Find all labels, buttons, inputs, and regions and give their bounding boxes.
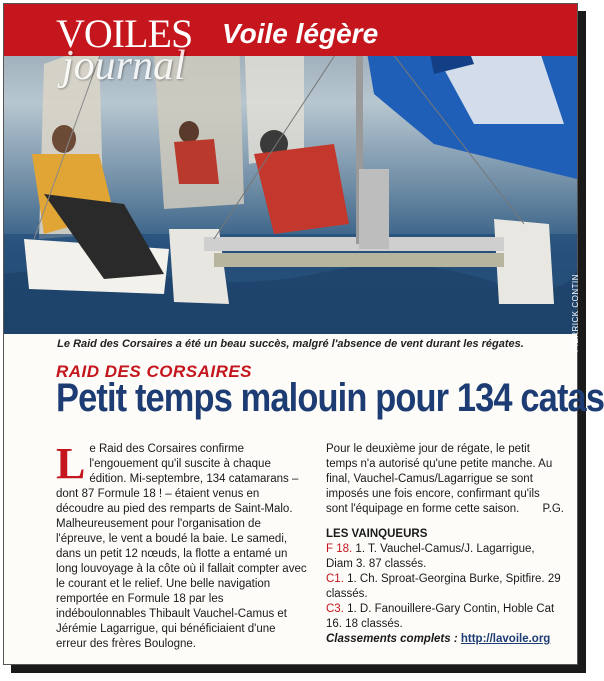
article-paragraph [326,442,564,517]
article-kicker: RAID DES CORSAIRES [56,362,253,381]
full-results [326,632,564,647]
winner-category: C1. [326,573,344,585]
magazine-logo: VOILES [56,11,193,56]
magazine-logo-subtitle: journal [62,43,186,89]
article-column-left [56,439,308,652]
winner-text: 1. Ch. Sproat-Georgina Burke, Spitfire. 29 classés. [326,573,561,600]
winner-text: 1. D. Fanouillere-Gary Contin, Hoble Cat 16. 18 classés. [326,603,555,630]
paragraph-text: Pour le deuxième jour de régate, le petit temps n'a autorisé qu'une petite manche. Au final, Vauchel-Camus/Lagarrigue se sont imposés une fois encore, confirmant qu'ils sont l'équipage en forme cette saison. [326,443,553,515]
winners-heading: LES VAINQUEURS [326,528,428,540]
author-signature: P.G. [542,503,564,515]
article-column-right [326,442,564,647]
photo-caption: Le Raid des Corsaires a été un beau succès, malgré l'absence de vent durant les régates. [57,338,524,350]
article-paragraph: e Raid des Corsaires confirme l'engouement qu'il suscite à chaque édition. Mi-septembre, 134 catamarans – dont 87 Formule 18 ! – étaient venus en découdre au pied des remparts de Saint-Malo. Malheureusement pour l'organisation de l'épreuve, le vent a boudé la baie. Le samedi, dans un petit 12 nœuds, la flotte a entamé un long louvoyage à la côte où il fallait compter avec le courant et le relief. Une belle navigation remportée en Formule 18 par les indéboulonnables Thibault Vauchel-Camus et Jérémie Lagarrigue, qui bénéficiaient d'une erreur des frères Boulogne. [56,443,307,650]
winner-item [326,572,564,602]
magazine-page [3,3,604,665]
winner-category: C3. [326,603,344,615]
full-results-label: Classements complets : [326,633,458,645]
photo-credit: PIERRICK CONTIN [571,274,580,353]
full-results-link[interactable]: http://lavoile.org [460,633,551,645]
section-title: Voile légère [222,18,379,49]
winner-text: 1. T. Vauchel-Camus/J. Lagarrigue, Diam 3. 87 classés. [326,543,535,570]
winner-item [326,542,564,572]
winner-item [326,602,564,632]
drop-cap: L [56,439,86,488]
winner-category: F 18. [326,543,353,555]
article-headline: Petit temps malouin pour 134 catas [56,376,604,420]
